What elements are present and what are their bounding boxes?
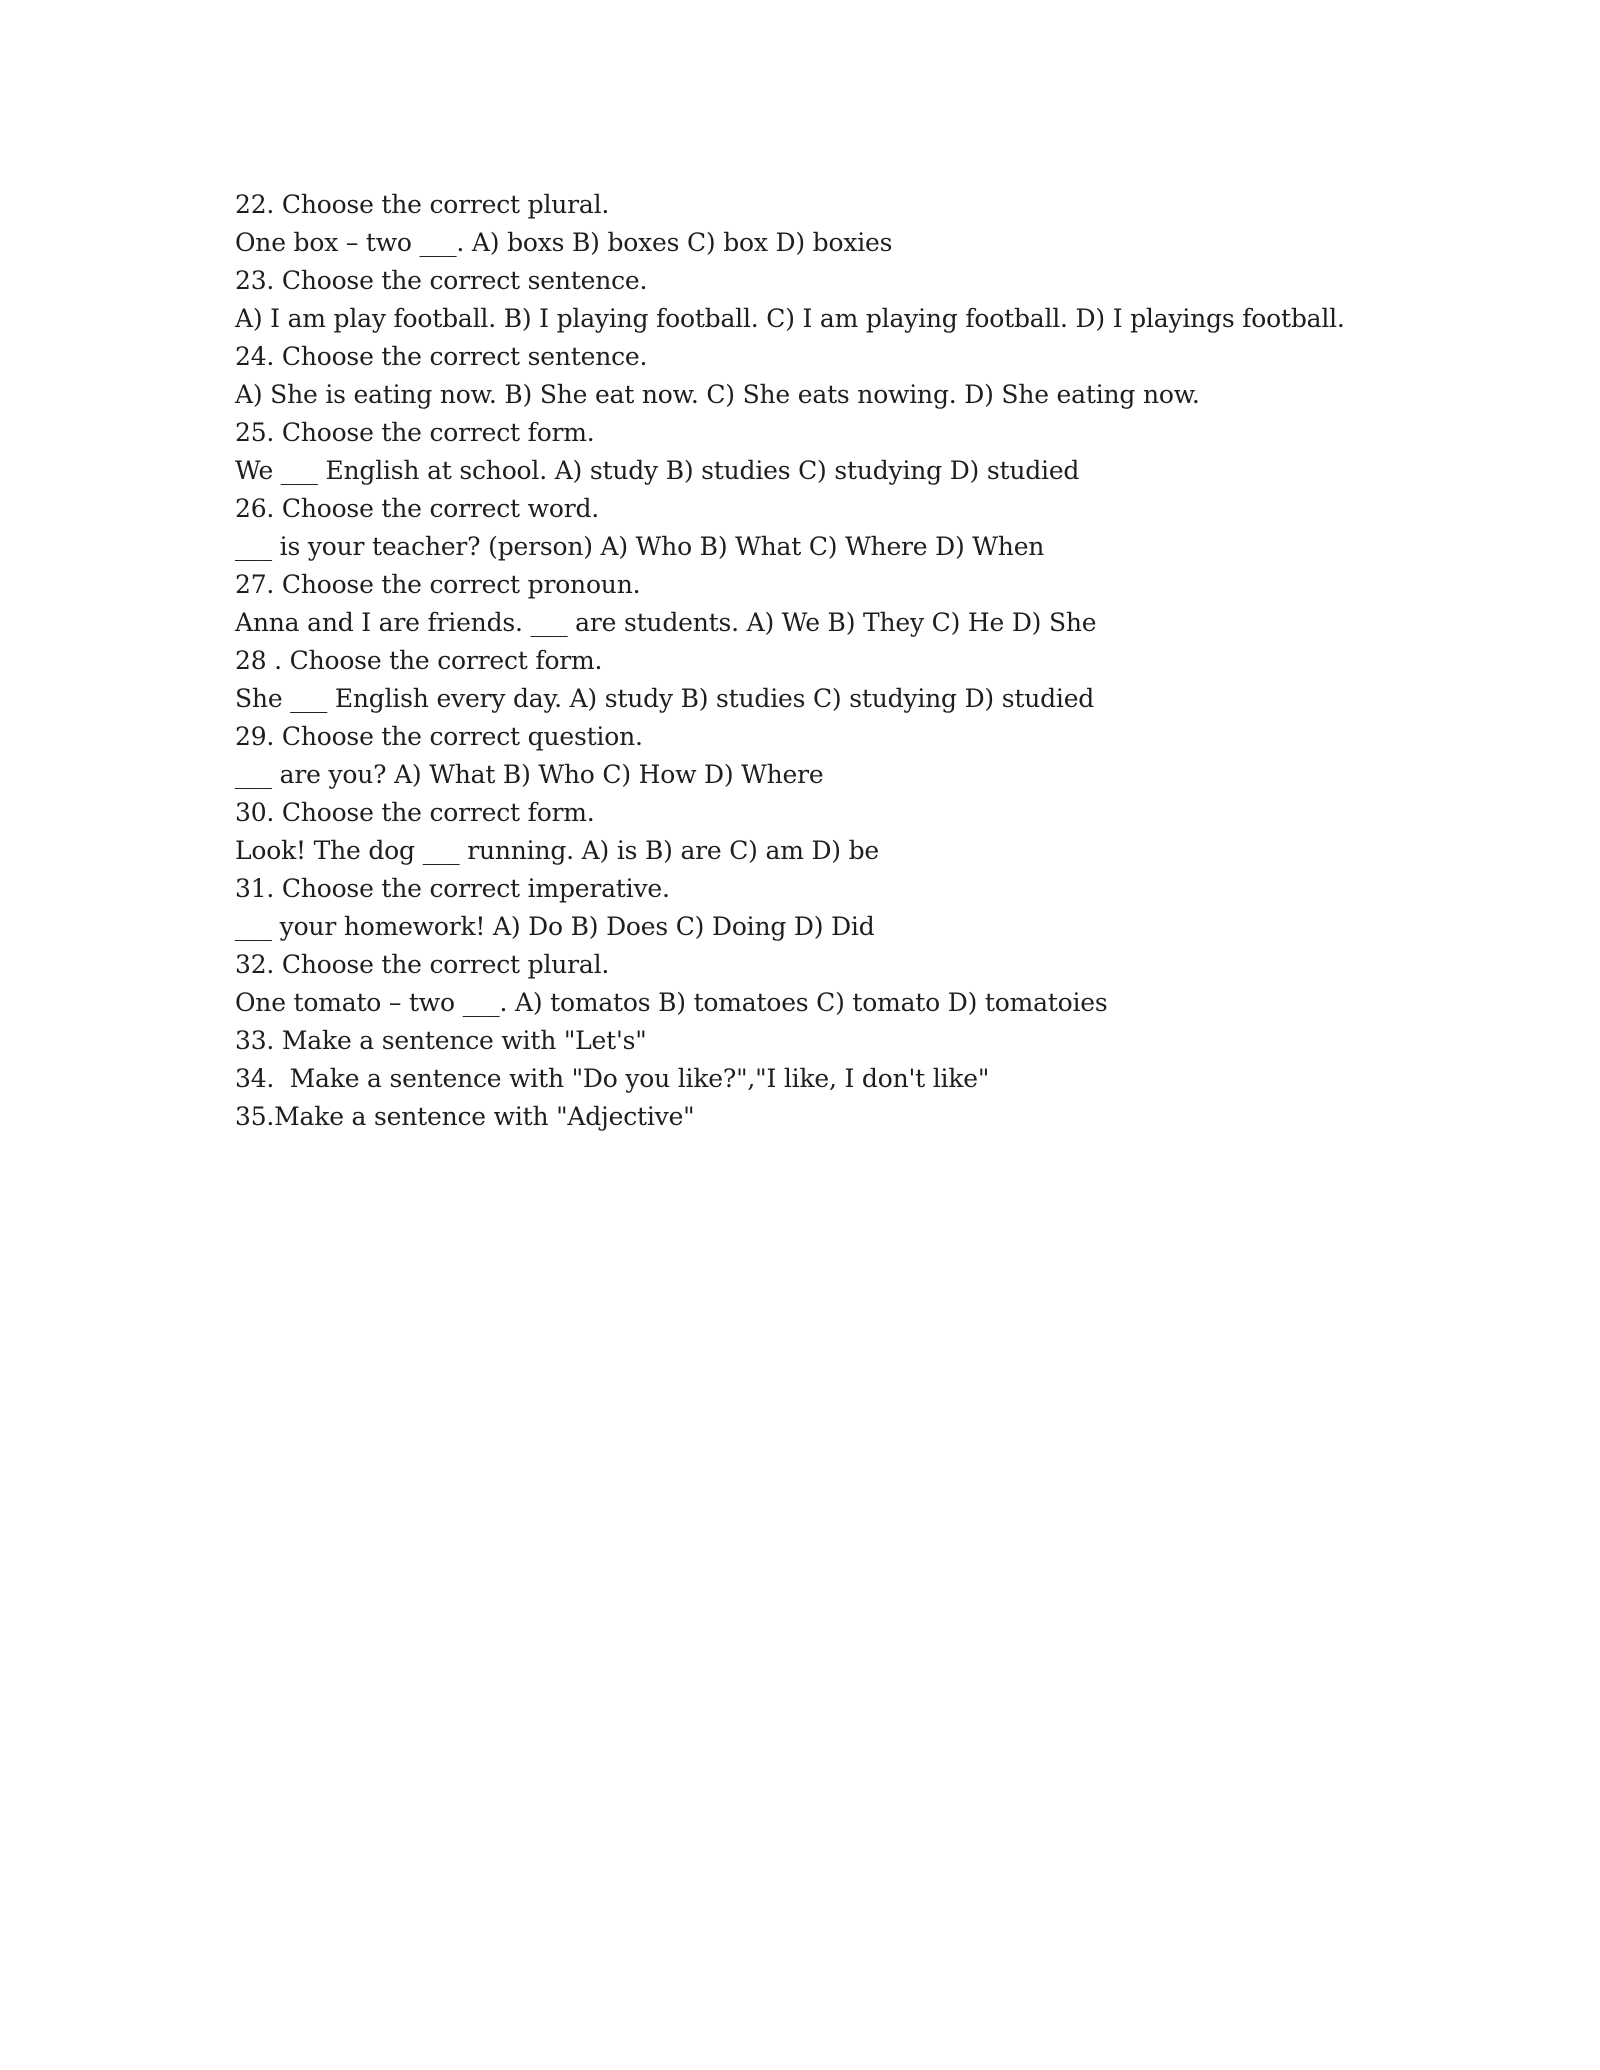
question-32-heading: 32. Choose the correct plural. — [235, 950, 610, 979]
question-26-options: ___ is your teacher? (person) A) Who B) What C) Where D) When — [235, 532, 1045, 561]
question-29-options: ___ are you? A) What B) Who C) How D) Where — [235, 760, 824, 789]
question-23-heading: 23. Choose the correct sentence. — [235, 266, 648, 295]
question-25-heading: 25. Choose the correct form. — [235, 418, 595, 447]
question-23-options: A) I am play football. B) I playing football. C) I am playing football. D) I playings football. — [235, 304, 1345, 333]
question-22-options: One box – two ___. A) boxs B) boxes C) box D) boxies — [235, 228, 893, 257]
question-25-options: We ___ English at school. A) study B) studies C) studying D) studied — [235, 456, 1080, 485]
question-31-heading: 31. Choose the correct imperative. — [235, 874, 670, 903]
question-27-options: Anna and I are friends. ___ are students. A) We B) They C) He D) She — [235, 608, 1097, 637]
question-22-heading: 22. Choose the correct plural. — [235, 190, 610, 219]
question-32-options: One tomato – two ___. A) tomatos B) tomatoes C) tomato D) tomatoies — [235, 988, 1108, 1017]
question-24-options: A) She is eating now. B) She eat now. C) She eats nowing. D) She eating now. — [235, 380, 1200, 409]
question-35: 35.Make a sentence with "Adjective" — [235, 1102, 695, 1131]
question-28-options: She ___ English every day. A) study B) studies C) studying D) studied — [235, 684, 1095, 713]
question-29-heading: 29. Choose the correct question. — [235, 722, 643, 751]
question-31-options: ___ your homework! A) Do B) Does C) Doing D) Did — [235, 912, 875, 941]
question-33: 33. Make a sentence with "Let's" — [235, 1026, 647, 1055]
question-24-heading: 24. Choose the correct sentence. — [235, 342, 648, 371]
question-30-heading: 30. Choose the correct form. — [235, 798, 595, 827]
question-27-heading: 27. Choose the correct pronoun. — [235, 570, 641, 599]
question-28-heading: 28 . Choose the correct form. — [235, 646, 603, 675]
question-34: 34. Make a sentence with "Do you like?","I like, I don't like" — [235, 1064, 990, 1093]
worksheet-content — [235, 186, 1535, 1136]
question-26-heading: 26. Choose the correct word. — [235, 494, 599, 523]
question-30-options: Look! The dog ___ running. A) is B) are C) am D) be — [235, 836, 879, 865]
